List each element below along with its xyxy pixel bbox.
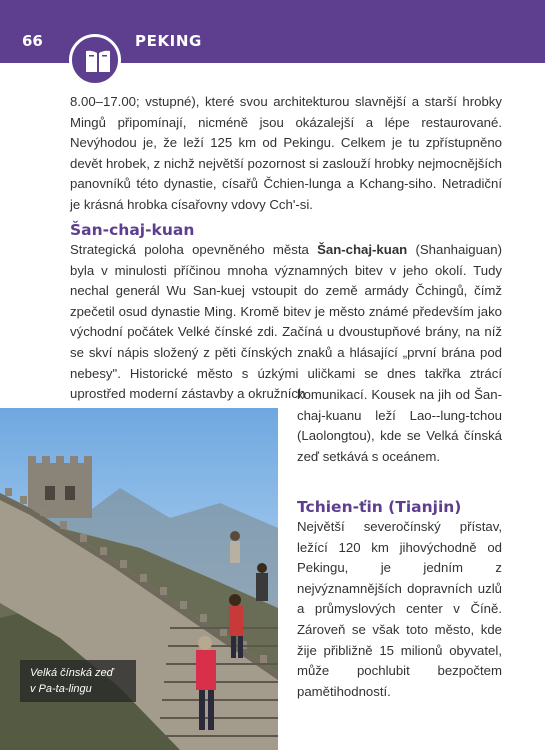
tianjin-paragraph: Největší severočínský přístav, ležící 120 km jihovýchodně od Pekingu, je jedním z nejvýznamnějších dopravních uzlů a průmyslových center v Číně. Zároveň se však toto město, kde žije přibližně 15 milionů obyvatel, může pochlubit bezpočtem pamětihodností. — [297, 519, 502, 699]
caption-line-1: Velká čínská zeď — [30, 667, 114, 679]
page-number: 66 — [22, 32, 43, 50]
shanhaiguan-text-2: (Shanhaiguan) byla v minulosti příčinou mnoha významných bitev v jeho okolí. Tudy nechal generál Wu San-kuej vstoupit do země armády Čchingů, čímž zpečetil osud dynastie Ming. Kromě bitev je město známé především jako východní počátek Velké čínské zdi. Začíná u dvoustupňové brány, na níž se skví nápis složený z pěti čínských znaků a hlásající „první brána pod nebesy". Historické město s úzkými uličkami se dnes takřka ztrácí uprostřed moderní zástavby a okružních — [70, 242, 502, 402]
caption-line-2: v Pa-ta-lingu — [30, 683, 92, 695]
intro-paragraph: 8.00–17.00; vstupné), které svou architekturou slavnější a starší hrobky Mingů připomínají, nicméně jsou okázalejší a lépe restaurované. Nevýhodou je, že leží 125 km od Pekingu. Celkem je tu zpřístupněno devět hrobek, z nichž největší pozornost si zaslouží hrobky nejmocnějších panovníků této dynastie, císařů Čchien-lunga a Kchang-siho. Netradiční je krásná hrobka císařovny vdovy Cch'-si. — [70, 94, 502, 212]
book-icon — [83, 47, 113, 77]
photo-caption — [20, 660, 136, 702]
chapter-badge — [69, 34, 121, 86]
shanhaiguan-paragraph-continued: komunikací. Kousek na jih od Šan-chaj-kuanu leží Lao--lung-tchou (Laolongtou), kde se Velká čínská zeď setkává s oceánem. — [297, 387, 502, 464]
shanhaiguan-text-1: Strategická poloha opevněného města — [70, 242, 318, 257]
running-head: PEKING — [135, 32, 202, 50]
heading-shanhaiguan: Šan-chaj-kuan — [70, 221, 195, 239]
heading-tianjin: Tchien-ťin (Tianjin) — [297, 498, 462, 516]
shanhaiguan-bold: Šan-chaj-kuan — [317, 242, 408, 257]
shanhaiguan-paragraph — [70, 240, 502, 405]
